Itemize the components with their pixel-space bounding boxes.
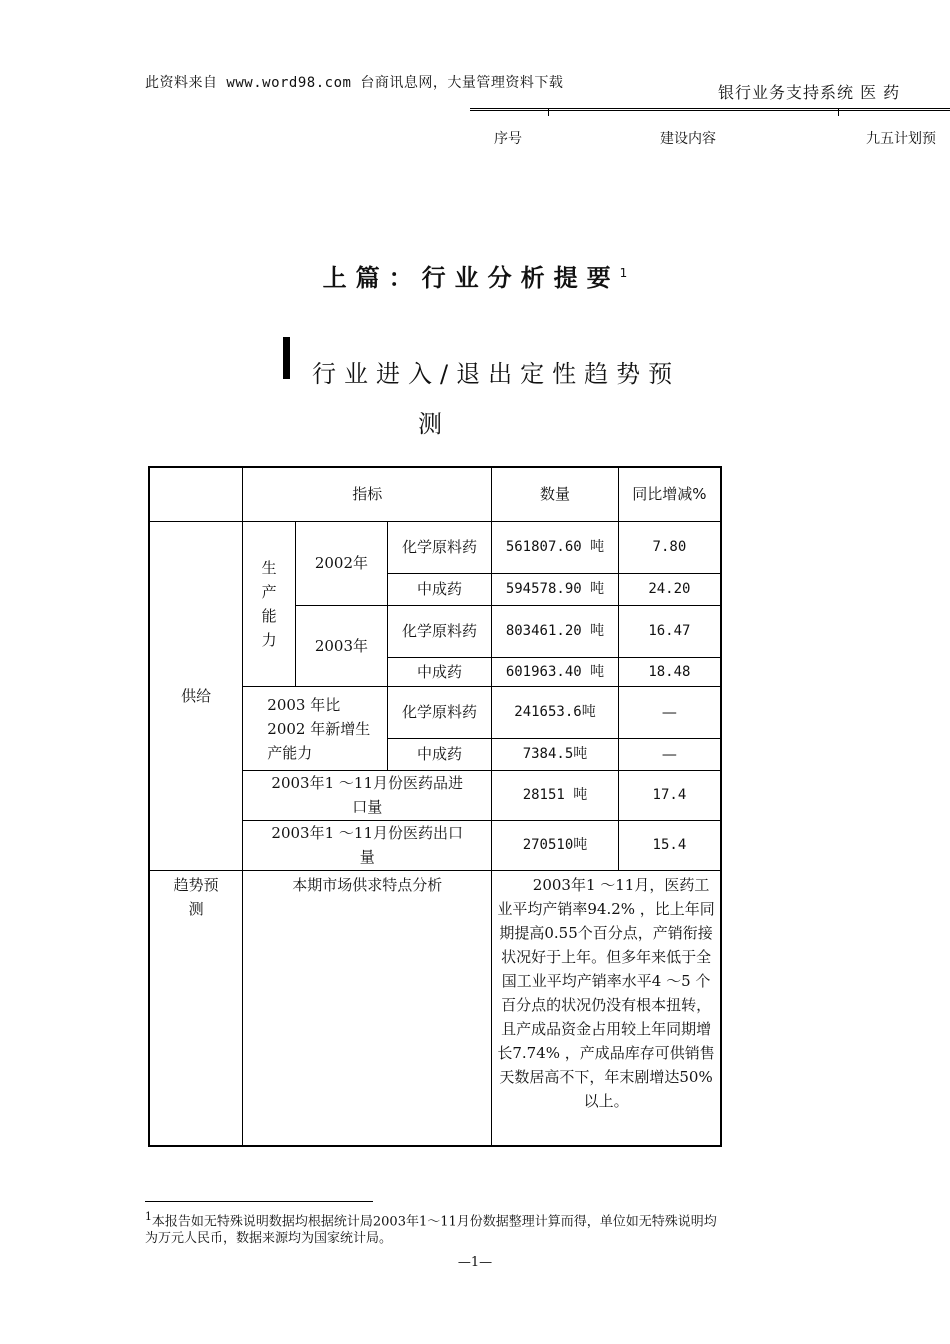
- yoy-cell: 16.47: [618, 605, 721, 657]
- header-indicator: 指标: [243, 467, 492, 521]
- item-chem: 化学原料药: [387, 521, 491, 573]
- supply-label: 供给: [149, 521, 243, 870]
- yoy-cell: —: [618, 738, 721, 770]
- yoy-cell: 24.20: [618, 573, 721, 605]
- item-tcm: 中成药: [387, 738, 491, 770]
- part-title-text: 上篇：行业分析提要: [322, 264, 620, 292]
- footnote-rule: [145, 1201, 373, 1202]
- section-title: 行业进入/退出定性趋势预: [312, 360, 681, 388]
- footnote: [145, 1208, 725, 1247]
- trend-label-cell: [149, 870, 243, 1146]
- item-chem: 化学原料药: [387, 605, 491, 657]
- trend-label: 趋势预测: [173, 875, 219, 918]
- header-tick: [838, 108, 839, 116]
- year-2003: 2003年: [296, 605, 388, 686]
- year-2002: 2002年: [296, 521, 388, 605]
- header-doc-title: 银行业务支持系统 医 药: [718, 83, 901, 102]
- item-tcm: 中成药: [387, 573, 491, 605]
- trend-indicator: 本期市场供求特点分析: [243, 870, 492, 1146]
- part-title: [0, 258, 950, 293]
- import-label: 2003年1 ～11月份医药品进口量: [243, 770, 492, 820]
- footnote-marker: 1: [145, 1210, 152, 1223]
- section-bar: [283, 337, 290, 379]
- section-title-cont: 测: [418, 410, 442, 438]
- header-quantity: 数量: [492, 467, 619, 521]
- footnote-ref[interactable]: 1: [619, 266, 628, 280]
- qty-cell: 803461.20 吨: [492, 605, 619, 657]
- page-number: —1—: [457, 1255, 493, 1270]
- qty-cell: 270510吨: [492, 820, 619, 870]
- export-label: 2003年1 ～11月份医药出口量: [243, 820, 492, 870]
- qty-cell: 7384.5吨: [492, 738, 619, 770]
- yoy-cell: 15.4: [618, 820, 721, 870]
- footnote-text: 本报告如无特殊说明数据均根据统计局2003年1～11月份数据整理计算而得，单位如无特殊说明均为万元人民币，数据来源均为国家统计局。: [145, 1214, 717, 1247]
- item-tcm: 中成药: [387, 657, 491, 686]
- qty-cell: 561807.60 吨: [492, 521, 619, 573]
- item-chem: 化学原料药: [387, 686, 491, 738]
- capacity-label: 生产能力: [261, 558, 277, 649]
- trend-analysis-text: 2003年1 ～11月，医药工业平均产销率94.2% ，比上年同期提高0.55个百分点，产销衔接状况好于上年。但多年来低于全国工业平均产销率水平4 ～5 个百分点的状况仍没有根本扭转，且产成品资金占用较上年同期增长7.74% ，产成品库存可供销售天数居高不下，年末剧增达50% 以上。: [492, 870, 721, 1146]
- capacity-label-cell: [243, 521, 296, 686]
- yoy-cell: 17.4: [618, 770, 721, 820]
- header-blank: [149, 467, 243, 521]
- header-tick: [548, 108, 549, 116]
- header-col-index: 序号: [494, 131, 522, 147]
- qty-cell: 28151 吨: [492, 770, 619, 820]
- data-table: [148, 466, 722, 1147]
- header-col-content: 建设内容: [660, 131, 716, 147]
- yoy-cell: 7.80: [618, 521, 721, 573]
- source-line: 此资料来自 www.word98.com 台商讯息网，大量管理资料下载: [145, 75, 564, 91]
- new-capacity-label: 2003 年比 2002 年新增生产能力: [243, 686, 387, 770]
- yoy-cell: —: [618, 686, 721, 738]
- header-col-plan: 九五计划预: [866, 131, 936, 147]
- header-rule: [470, 108, 950, 111]
- qty-cell: 241653.6吨: [492, 686, 619, 738]
- yoy-cell: 18.48: [618, 657, 721, 686]
- qty-cell: 601963.40 吨: [492, 657, 619, 686]
- qty-cell: 594578.90 吨: [492, 573, 619, 605]
- header-yoy: 同比增减%: [618, 467, 721, 521]
